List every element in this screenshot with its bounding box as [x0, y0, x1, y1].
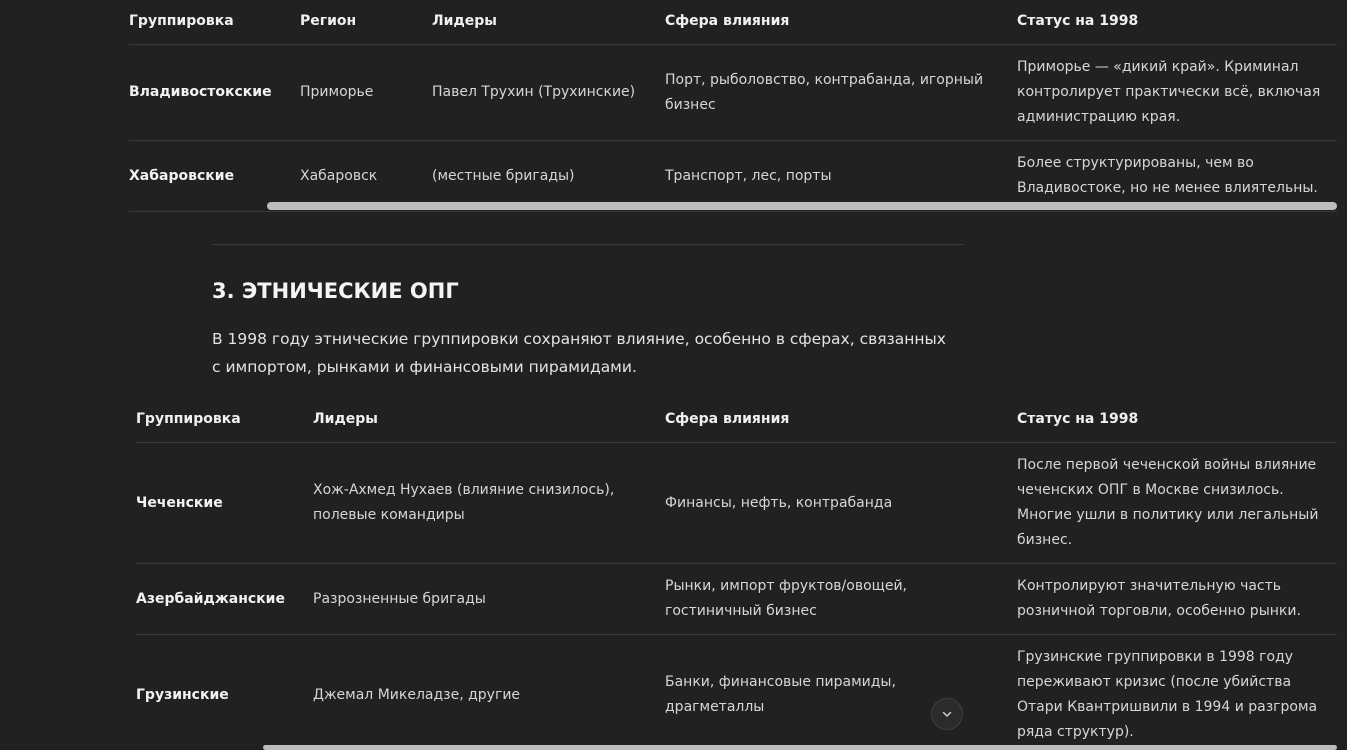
table-cell: Хабаровск: [300, 168, 378, 184]
table-cell: Азербайджанские: [136, 591, 285, 607]
table-header: Лидеры: [432, 13, 497, 29]
table-header: Регион: [300, 13, 357, 29]
row-divider: [129, 211, 1337, 212]
table-cell: Разрозненные бригады: [313, 591, 486, 607]
table-cell: Владивостокские: [129, 84, 272, 100]
table-cell: Порт, рыболовство, контрабанда, игорный бизнес: [665, 72, 984, 113]
section-divider: [212, 244, 964, 245]
table-header: Статус на 1998: [1017, 411, 1139, 427]
chevron-down-icon: [941, 708, 953, 720]
row-divider: [136, 634, 1337, 635]
table-header: Сфера влияния: [665, 13, 790, 29]
row-divider: [136, 563, 1337, 564]
table-cell: Хабаровские: [129, 168, 235, 184]
table-cell: Банки, финансовые пирамиды, драгметаллы: [665, 674, 896, 715]
table-cell: Контролируют значительную часть розничной торговли, особенно рынки.: [1017, 578, 1301, 619]
table-cell: Приморье: [300, 84, 374, 100]
table-cell: Приморье — «дикий край». Криминал контролирует практически всё, включая администрацию края.: [1017, 59, 1321, 125]
table-cell: Грузинские: [136, 687, 229, 703]
table-header: Сфера влияния: [665, 411, 790, 427]
table-header: Группировка: [136, 411, 241, 427]
horizontal-scrollbar[interactable]: [267, 202, 1337, 210]
row-divider: [129, 140, 1337, 141]
table-cell: Хож-Ахмед Нухаев (влияние снизилось), полевые командиры: [313, 482, 615, 523]
table-cell: Транспорт, лес, порты: [665, 168, 832, 184]
horizontal-scrollbar[interactable]: [263, 745, 1337, 750]
table-cell: Джемал Микеладзе, другие: [313, 687, 521, 703]
scroll-down-button[interactable]: [931, 698, 963, 730]
section-title: 3. ЭТНИЧЕСКИЕ ОПГ: [212, 279, 459, 303]
table-cell: Чеченские: [136, 495, 223, 511]
table-header: Группировка: [129, 13, 234, 29]
table-cell: Более структурированы, чем во Владивостоке, но не менее влиятельны.: [1017, 155, 1318, 196]
table-cell: Павел Трухин (Трухинские): [432, 84, 636, 100]
table-cell: После первой чеченской войны влияние чеченских ОПГ в Москве снизилось. Многие ушли в политику или легальный бизнес.: [1017, 457, 1319, 548]
table-cell: Грузинские группировки в 1998 году переживают кризис (после убийства Отари Квантришвили в 1994 и разгрома ряда структур).: [1017, 649, 1318, 740]
table-cell: (местные бригады): [432, 168, 575, 184]
table-cell: Рынки, импорт фруктов/овощей, гостиничный бизнес: [665, 578, 907, 619]
table-header: Лидеры: [313, 411, 378, 427]
section-intro: В 1998 году этнические группировки сохраняют влияние, особенно в сферах, связанных с импортом, рынками и финансовыми пирамидами.: [212, 330, 946, 376]
row-divider: [129, 44, 1337, 45]
table-cell: Финансы, нефть, контрабанда: [665, 495, 893, 511]
table-header: Статус на 1998: [1017, 13, 1139, 29]
row-divider: [136, 442, 1337, 443]
